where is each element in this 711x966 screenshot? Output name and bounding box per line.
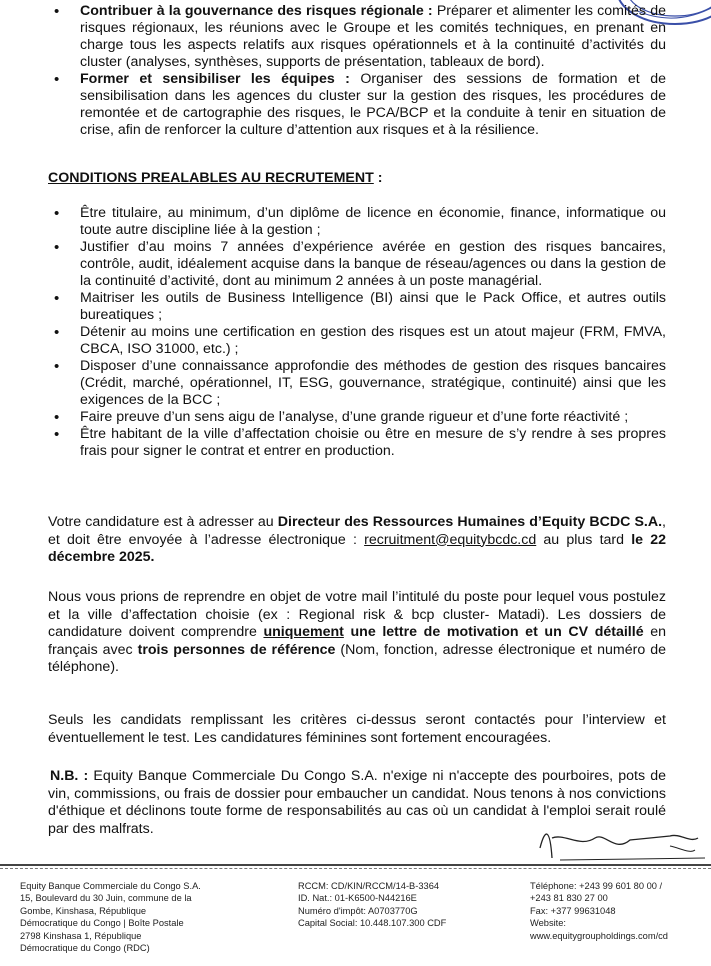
- footer-line: Gombe, Kinshasa, République: [20, 905, 147, 916]
- list-item: • Justifier d’au moins 7 années d’expérience avérée en gestion des risques bancaires, contrôle, audit, idéalement acquise dans la banque de réseau/agences ou dans la gestion de la continuité d’activité, dont au minimum 2 années à un poste managérial.: [48, 239, 666, 290]
- list-item: [48, 3, 666, 71]
- footer-address: [20, 880, 201, 954]
- website-link[interactable]: www.equitygroupholdings.com/cd: [530, 930, 668, 941]
- footer-divider-dashed: [0, 868, 711, 870]
- footer-contact: [530, 880, 668, 942]
- footer-line: +243 81 830 27 00: [530, 893, 608, 904]
- emphasis: une lettre de motivation et un CV détaillé: [343, 624, 644, 641]
- section-title: [48, 170, 382, 186]
- list-item: [48, 71, 666, 139]
- footer-divider: [0, 864, 711, 866]
- section-title-suffix: :: [373, 170, 383, 186]
- footer-line: Fax: +377 99631048: [530, 905, 616, 916]
- application-paragraph: [48, 514, 666, 567]
- hr-director: Directeur des Ressources Humaines d’Equity BCDC S.A.: [277, 514, 663, 530]
- item-title: Former et sensibiliser les équipes :: [80, 71, 350, 87]
- footer-line: Démocratique du Congo (RDC): [20, 943, 150, 954]
- footer-line: 2798 Kinshasa 1, République: [20, 930, 142, 941]
- footer-registration: [298, 880, 446, 930]
- list-item: • Être titulaire, au minimum, d’un diplôme de licence en économie, finance, informatique ou toute autre discipline liée à la gestion ;: [48, 205, 666, 239]
- footer-line: 15, Boulevard du 30 Juin, commune de la: [20, 893, 192, 904]
- section-title-text: CONDITIONS PREALABLES AU RECRUTEMENT: [48, 170, 374, 186]
- list-item: • Faire preuve d’un sens aigu de l’analyse, d’une grande rigueur et d’une forte réactivité ;: [48, 409, 666, 426]
- item-title: Contribuer à la gouvernance des risques régionale :: [80, 3, 433, 19]
- signature-icon: [520, 818, 710, 868]
- conditions-list: [48, 205, 666, 460]
- text: Votre candidature est à adresser au: [48, 514, 278, 530]
- deadline: le 22 décembre 2025.: [48, 531, 666, 566]
- item-text: Organiser des sessions de formation et de sensibilisation dans les agences du cluster sur la gestion des risques, les procédures de remontée et de cartographie des risques, le PCA/BCP et la conduite à tenir en situation de crise, afin de renforcer la culture d’attention aux risques et à la résilience.: [80, 71, 666, 138]
- footer-line: ID. Nat.: 01-K6500-N44216E: [298, 893, 417, 904]
- footer-line: RCCM: CD/KIN/RCCM/14-B-3364: [298, 881, 440, 891]
- email-link[interactable]: recruitment@equitybcdc.cd: [364, 531, 537, 548]
- nb-label: N.B. :: [50, 768, 89, 784]
- text: Nous vous prions de reprendre en objet de votre mail l’intitulé du poste pour lequel vous postulez et la ville d’affectation choisie (ex : Regional risk & bcp cluster- Matadi). Les dossiers de candidature doivent comprendre: [48, 589, 666, 641]
- list-item: • Être habitant de la ville d’affectation choisie ou être en mesure de s’y rendre à ses propres frais pour signer le contrat et entrer en production.: [48, 426, 666, 460]
- text: au plus tard: [536, 531, 632, 548]
- emphasis: trois personnes de référence: [137, 641, 336, 658]
- footer-line: Capital Social: 10.448.107.300 CDF: [298, 918, 447, 929]
- text: (Nom, fonction, adresse électronique et numéro de téléphone).: [48, 641, 666, 676]
- footer-line: Démocratique du Congo | Boîte Postale: [20, 918, 184, 929]
- nb-text: Equity Banque Commerciale Du Congo S.A. n'exige ni n'accepte des pourboires, pots de vin, commissions, ou frais de dossier pour embaucher un candidat. Nous tenons à nos convictions d'éthique et déclinons toute forme de responsabilités au cas où un candidat à l'emploi serait roulé par des malfrats.: [48, 768, 666, 837]
- list-item: • Maitriser les outils de Business Intelligence (BI) ainsi que le Pack Office, et autres outils bureatiques ;: [48, 290, 666, 324]
- instructions-paragraph: [48, 589, 666, 677]
- selection-paragraph: Seuls les candidats remplissant les critères ci-dessus seront contactés pour l’interview et éventuellement le test. Les candidatures féminines sont fortement encouragées.: [48, 712, 666, 746]
- list-item: • Détenir au moins une certification en gestion des risques est un atout majeur (FRM, FMVA, CBCA, ISO 31000, etc.) ;: [48, 324, 666, 358]
- emphasis: uniquement: [263, 624, 344, 641]
- footer-line: Equity Banque Commerciale du Congo S.A.: [20, 881, 201, 891]
- footer-line: Téléphone: +243 99 601 80 00 /: [530, 881, 663, 891]
- item-text: Préparer et alimenter les comités de risques régionaux, les réunions avec le Groupe et les comités techniques, en prenant en charge tous les aspects relatifs aux risques opérationnels et à la continuité d’activités du cluster (analyses, synthèses, supports de présentation, tableaux de bord).: [80, 3, 666, 70]
- text: en français avec: [48, 624, 666, 658]
- footer-line: Numéro d'impôt: A0703770G: [298, 905, 418, 916]
- text: , et doit être envoyée à l’adresse électronique :: [48, 514, 666, 548]
- responsibilities-list: [48, 3, 666, 139]
- footer-line: Website:: [530, 918, 566, 929]
- list-item: • Disposer d’une connaissance approfondie des méthodes de gestion des risques bancaires (Crédit, marché, opérationnel, IT, ESG, gouvernance, stratégique, continuité) ainsi que les exigences de la BCC ;: [48, 358, 666, 409]
